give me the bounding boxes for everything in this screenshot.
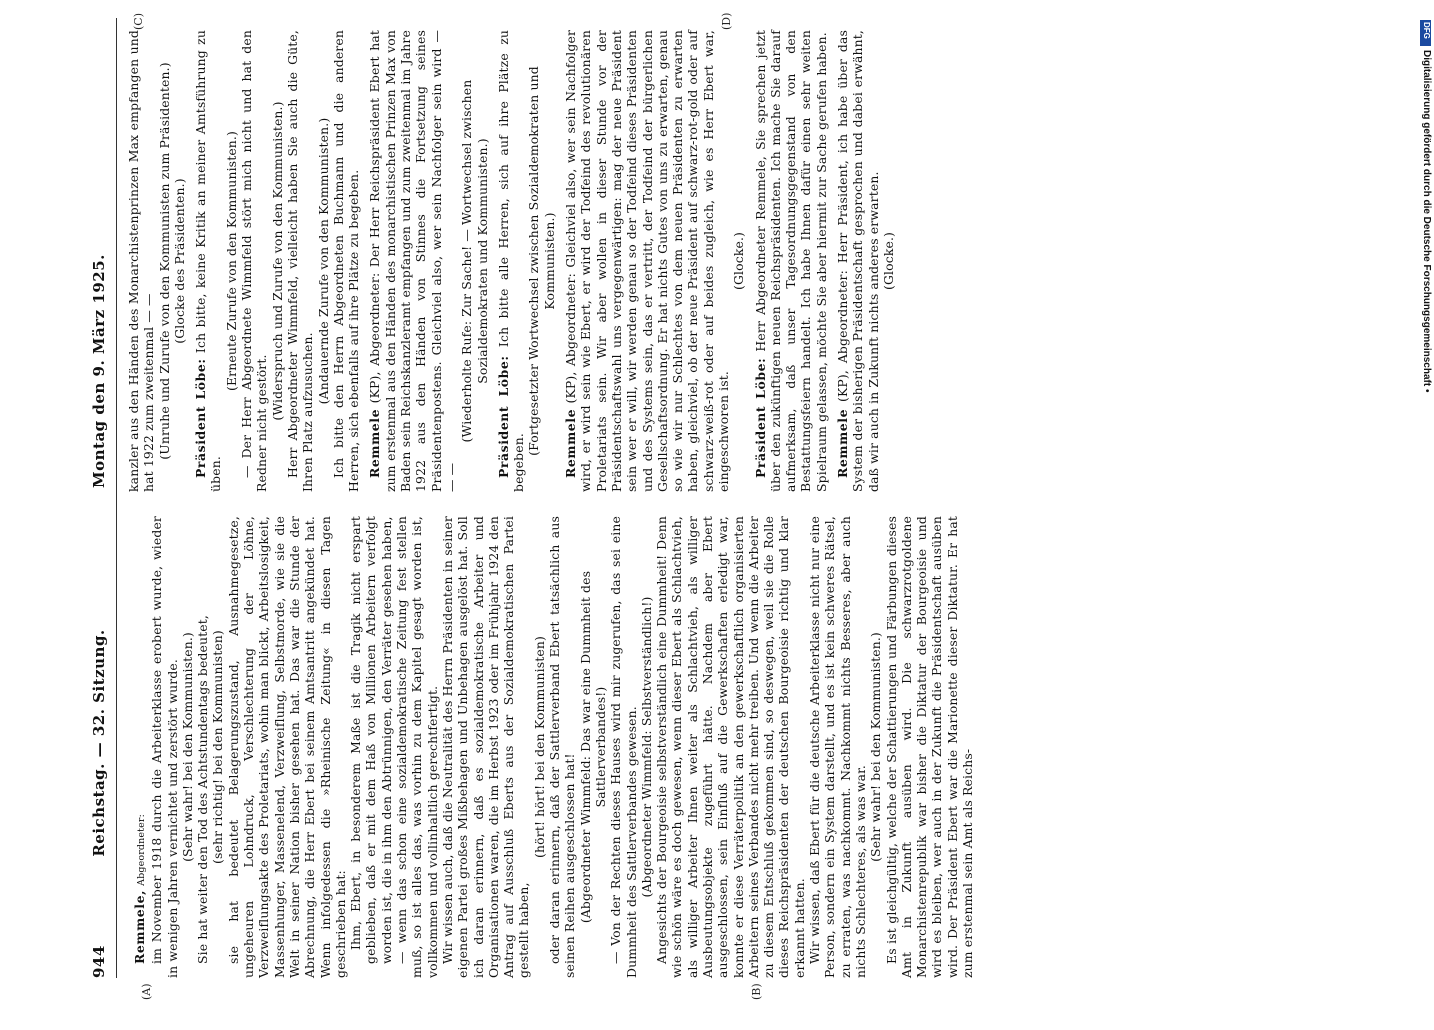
dfg-logo <box>1420 20 1431 46</box>
page-number: 944 <box>90 945 108 978</box>
speaker-name: Remmele <box>367 408 383 478</box>
speech-text: Ich bitte alle Herren, sich auf ihre Plätze zu begeben. <box>495 29 527 492</box>
interjection: (Fortgesetzter Wortwechsel zwischen Sozialdemokraten und Kommunisten.) <box>526 66 557 456</box>
speech-text: Ich bitte, keine Kritik an meiner Amtsführung zu üben. <box>193 30 224 492</box>
body-paragraph: Angesichts der Bourgeoisie selbstverständlich eine Dummheit! Denn wie schön wäre es doch gewesen, wenn dieser Ebert als Schlachtvieh, als williger Arbeiter Ihnen weiter als Schlachtvieh, als williger Ausbeutungsobjekte zugeführt hätte. Nachdem aber Ebert ausgeschlossen, sein Einfluß auf die Gewerkschaften erledigt war, konnte er diese Verräterpolitik an den gewerkschaftlich organisierten Arbeitern seines Verbandes nicht mehr treiben. Und wenn die Arbeiter zu diesem Entschluß gekommen sind, so deswegen, weil sie die Rolle dieses Reichspräsidenten der deutschen Bourgeoisie richtig und klar erkannt hatten. <box>654 516 807 978</box>
speaker-paragraph <box>835 30 881 492</box>
speaker-name: Präsident Löbe: <box>495 355 511 478</box>
left-text-column <box>126 516 975 978</box>
body-paragraph: Wir wissen auch, daß die Neutralität des Herrn Präsidenten in seiner eigenen Partei großes Mißbehagen und Unbehagen ausgelöst hat. Soll ich daran erinnern, daß es sozialdemokratische Arbeiter und Organisationen waren, die im Herbst 1923 oder im Frühjahr 1924 den Antrag auf Ausschluß Eberts aus der Sozialdemokratischen Partei gestellt haben, <box>439 516 532 978</box>
right-text-column <box>126 30 896 492</box>
speaker-paragraph <box>753 30 829 492</box>
margin-mark-a: (A) <box>140 983 153 1000</box>
quotation: Ihm, Ebert, in besonderem Maße ist die Tragik nicht erspart geblieben, daß er mit dem Haß von Millionen Arbeitern verfolgt worden ist, die in ihm den Abtrünnigen, den Verräter gesehen haben, <box>348 516 394 964</box>
body-paragraph: Herr Abgeordneter Wimmfeld, vielleicht haben Sie auch die Güte, Ihren Platz aufzusuchen. <box>284 30 316 492</box>
scanned-page <box>80 0 1340 1000</box>
speech-text: Herr Abgeordneter Remmele, Sie sprechen jetzt über den zukünftigen neuen Reichspräsidenten. Ich mache Sie darauf aufmerksam, daß unser Tagesordnungsgegenstand von den Bestattungsfeiern handelt. Ich habe Ihnen dafür einen sehr weiten Spielraum gelassen, möchte Sie aber hiermit zur Sache gerufen haben. <box>752 29 829 492</box>
speaker-name: Remmele <box>563 408 579 478</box>
header-session-title: Reichstag. — 32. Sitzung. <box>90 629 108 857</box>
page-header <box>90 18 118 978</box>
interjection: (hört! hört! bei den Kommunisten) <box>531 636 547 858</box>
margin-mark-c: (C) <box>132 13 145 30</box>
body-paragraph: — wenn das schon eine sozialdemokratische Zeitung fest stellen muß, so ist alles das, was vorhin zu dem Kapitel gesagt worden ist, vollkommen und vollinhaltlich gerechtfertigt. <box>394 516 440 978</box>
interjection: (Sehr wahr! bei den Kommunisten.) <box>179 632 195 862</box>
speaker-name: Remmele <box>835 408 851 478</box>
margin-mark-b: (B) <box>750 983 763 1000</box>
interjection: (Abgeordneter Wimmfeld: Das war eine Dummheit des Sattlerverbandes!) <box>577 570 608 924</box>
header-date-title: Montag den 9. März 1925. <box>90 254 108 488</box>
body-paragraph: Es ist gleichgültig, welche der Schattierungen und Färbungen dieses Amt in Zukunft ausüben wird. Die schwarzrotgoldene Monarchistenrepublik war bisher die Diktatur der Bourgeoisie und wird es bleiben, wer auch in der Zukunft die Präsidentschaft ausüben wird. Der Präsident Ebert war die Marionette dieser Diktatur. Er hat zum erstenmal sein Amt als Reichs- <box>883 516 976 978</box>
interjection: (Glocke.) <box>880 231 896 291</box>
digitization-sidebar <box>1418 10 1432 990</box>
body-paragraph: — Von der Rechten dieses Hauses wird mir zugerufen, das sei eine Dummheit des Sattlerverbandes gewesen. <box>608 516 639 978</box>
speech-text: Herr Präsident, ich habe über das System der bisherigen Präsidentschaft gesprochen und dabei erwähnt, daß wir auch in Zukunft nichts anderes erwarten. <box>835 29 881 492</box>
body-paragraph: Ich bitte den Herrn Abgeordneten Buchmann und die anderen Herren, sich ebenfalls auf ihre Plätze zu begeben. <box>330 30 362 492</box>
speaker-role: (KP), Abgeordneter: <box>367 272 383 404</box>
speaker-role: Abgeordneter: <box>136 814 147 886</box>
interjection: (sehr richtig! bei den Kommunisten) <box>210 630 226 864</box>
body-paragraph: Sie hat weiter den Tod des Achtstundentags bedeutet, <box>195 615 211 964</box>
speaker-role: (KP), Abgeordneter: <box>563 273 579 404</box>
body-paragraph: im November 1918 durch die Arbeiterklasse erobert wurde, wieder in wenigen Jahren vernichtet und zerstört wurde. <box>149 516 180 978</box>
speaker-paragraph <box>496 30 527 492</box>
body-paragraph: — Der Herr Abgeordnete Wimmfeld stört mich nicht und hat den Redner nicht gestört. <box>239 30 270 492</box>
speaker-name: Präsident Löbe: <box>193 358 209 478</box>
interjection: (Sehr wahr! bei den Kommunisten.) <box>868 632 884 862</box>
interjection: (Widerspruch und Zurufe von den Kommunisten.) <box>269 101 285 421</box>
speaker-name: Remmele, <box>132 890 147 964</box>
body-paragraph: kanzler aus den Händen des Monarchistenprinzen Max empfangen und hat 1922 zum zweitenmal — — <box>126 30 157 492</box>
interjection: (Unruhe und Zurufe von den Kommunisten zum Präsidenten.) <box>156 62 172 460</box>
interjection: (Glocke.) <box>731 231 747 291</box>
speaker-paragraph <box>563 30 731 492</box>
speech-text: Gleichviel also, wer sein Nachfolger wird, er wird sein wie Ebert, er wird der Todfeind des revolutionären Proletariats sein. Wir aber wollen in dieser Stunde vor der Präsidentschaftswahl uns vergegenwärtigen: mag der neue Präsident sein wer er will, wir werden genau so der Todfeind dieses Präsidenten und des Systems sein, das er vertritt, der Todfeind der bürgerlichen Gesellschaftsordnung. Er hat nichts Gutes von uns zu erwarten, genau so wie wir nur Schlechtes von dem neuen Präsidenten zu erwarten haben, gleichviel, ob der neue Präsident auf schwarz-rot-gold oder auf schwarz-weiß-rot oder auf beides zugleich, wie es Herr Ebert war, eingeschworen ist. <box>563 29 731 492</box>
interjection: (Andauernde Zurufe von den Kommunisten.) <box>315 117 331 405</box>
body-paragraph: sie hat bedeutet Belagerungszustand, Ausnahmegesetze, ungeheuren Lohndruck, Verschlechterung der Löhne, Verzweiflungsakte des Proletariats, wohin man blickt, Arbeitslosigkeit, Massenhunger, Massenelend, Verzweiflung, Selbstmorde, wie sie die Welt in seiner Nation bisher gesehen hat. Das war die Stunde der Abrechnung, die Herr Ebert bei seinem Amtsantritt angekündet hat. Wenn infolgedessen die »Rheinische Zeitung« in diesen Tagen geschrieben hat: <box>225 516 348 978</box>
dfg-logo-text: DFG <box>1422 22 1431 39</box>
speaker-paragraph <box>367 30 459 492</box>
margin-mark-d: (D) <box>720 12 733 30</box>
interjection: (Wiederholte Rufe: Zur Sache! — Wortwechsel zwischen Sozialdemokraten und Kommunisten.) <box>459 79 490 443</box>
speaker-name: Präsident Löbe: <box>752 357 768 478</box>
body-paragraph: Wir wissen, daß Ebert für die deutsche Arbeiterklasse nicht nur eine Person, sondern ein System darstellt, und es ist kein schweres Rätsel, zu erraten, was nachkommt. Nachkommt nichts Besseres, aber auch nichts Schlechteres, als was war. <box>807 516 868 978</box>
body-paragraph: oder daran erinnern, daß der Sattlerverband Ebert tatsächlich aus seinen Reihen ausgeschlossen hat! <box>547 516 578 978</box>
interjection: (Glocke des Präsidenten.) <box>171 178 187 344</box>
speaker-paragraph <box>193 30 224 492</box>
interjection: (Abgeordneter Wimmfeld: Selbstverständlich!) <box>638 596 654 898</box>
digitization-credit: Digitalisierung gefördert durch die Deutsche Forschungsgemeinschaft • <box>1421 50 1432 393</box>
header-rule <box>116 18 117 978</box>
speech-text: Der Herr Reichspräsident Ebert hat zum erstenmal aus den Händen des monarchistischen Prinzen Max von Baden sein Reichskanzleramt empfangen und zum zweitenmal im Jahre 1922 aus den Händen von Stinnes die Fortsetzung seines Präsidentenpostens. Gleichviel also, wer sein Nachfolger sein wird — — — <box>367 30 459 492</box>
interjection: (Erneute Zurufe von den Kommunisten.) <box>223 130 239 392</box>
speaker-role: (KP), Abgeordneter: <box>835 270 851 403</box>
speaker-paragraph <box>132 516 149 978</box>
